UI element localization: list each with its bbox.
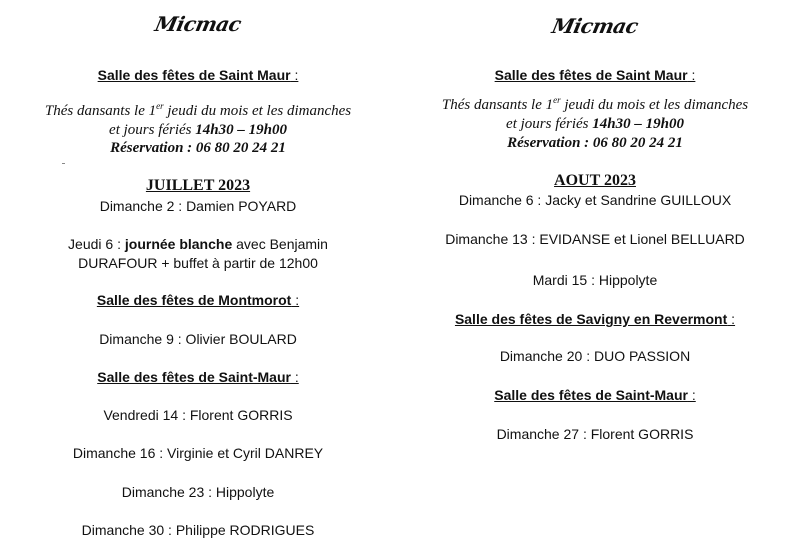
month-heading: AOUT 2023	[554, 172, 636, 189]
venue-heading-saint-maur-2	[398, 386, 792, 404]
info-text: et jours fériés	[109, 122, 196, 138]
venue-separator: :	[687, 387, 696, 403]
brand-logo: Micmac	[152, 12, 244, 36]
venue-separator: :	[290, 67, 299, 83]
info-text: Thés dansants le 1	[441, 97, 554, 113]
opening-hours: 14h30 – 19h00	[592, 116, 684, 132]
event-date: Jeudi 6 :	[68, 236, 125, 252]
info-text-rest: jeudi du mois et les dimanches	[560, 97, 749, 113]
reservation-phone: Réservation : 06 80 20 24 21	[110, 140, 286, 156]
venue-heading-montmorot	[0, 291, 396, 309]
venue-name: Salle des fêtes de Montmorot	[96, 292, 292, 308]
venue-name: Salle des fêtes de Saint Maur	[494, 67, 688, 83]
event-item: Dimanche 27 : Florent GORRIS	[496, 426, 694, 442]
opening-hours: 14h30 – 19h00	[195, 122, 287, 138]
event-item: Dimanche 20 : DUO PASSION	[499, 348, 691, 364]
venue-name: Salle des fêtes de Saint-Maur	[494, 387, 688, 403]
venue-separator: :	[687, 67, 696, 83]
ordinal-suffix: er	[156, 101, 164, 111]
venue-name: Salle des fêtes de Saint Maur	[97, 67, 291, 83]
venue-name: Salle des fêtes de Saint-Maur	[97, 369, 291, 385]
event-item: Dimanche 9 : Olivier BOULARD	[99, 331, 297, 347]
info-line-1	[398, 96, 792, 114]
event-item: Dimanche 2 : Damien POYARD	[99, 198, 297, 214]
event-highlight: journée blanche	[124, 236, 233, 252]
venue-name: Salle des fêtes de Savigny en Revermont	[454, 311, 728, 327]
event-item: Dimanche 6 : Jacky et Sandrine GUILLOUX	[458, 192, 732, 208]
event-item: Vendredi 14 : Florent GORRIS	[103, 407, 293, 423]
reservation-phone: Réservation : 06 80 20 24 21	[507, 135, 683, 151]
venue-heading-saint-maur	[398, 66, 792, 84]
event-item: Dimanche 30 : Philippe RODRIGUES	[81, 522, 315, 538]
event-item: Mardi 15 : Hippolyte	[532, 272, 658, 288]
event-text: avec Benjamin	[232, 236, 328, 252]
event-item-continued: DURAFOUR + buffet à partir de 12h00	[78, 255, 318, 271]
info-text-rest: jeudi du mois et les dimanches	[163, 103, 352, 119]
venue-separator: :	[291, 292, 300, 308]
info-line-1	[0, 102, 396, 120]
event-item: Dimanche 13 : EVIDANSE et Lionel BELLUARD	[445, 231, 745, 247]
info-text: Thés dansants le 1	[44, 103, 157, 119]
info-line-2	[0, 121, 396, 139]
venue-separator: :	[727, 311, 736, 327]
venue-heading-saint-maur	[0, 66, 396, 84]
august-schedule	[398, 0, 792, 546]
event-item: Dimanche 16 : Virginie et Cyril DANREY	[72, 445, 324, 461]
info-line-2	[398, 115, 792, 133]
info-text: et jours fériés	[506, 116, 593, 132]
venue-heading-savigny	[398, 310, 792, 328]
brand-logo: Micmac	[549, 14, 641, 38]
venue-separator: :	[290, 369, 299, 385]
venue-heading-saint-maur-2	[0, 368, 396, 386]
event-item	[0, 235, 396, 253]
event-item: Dimanche 23 : Hippolyte	[121, 484, 275, 500]
month-heading: JUILLET 2023	[145, 177, 251, 194]
ordinal-suffix: er	[553, 95, 561, 105]
